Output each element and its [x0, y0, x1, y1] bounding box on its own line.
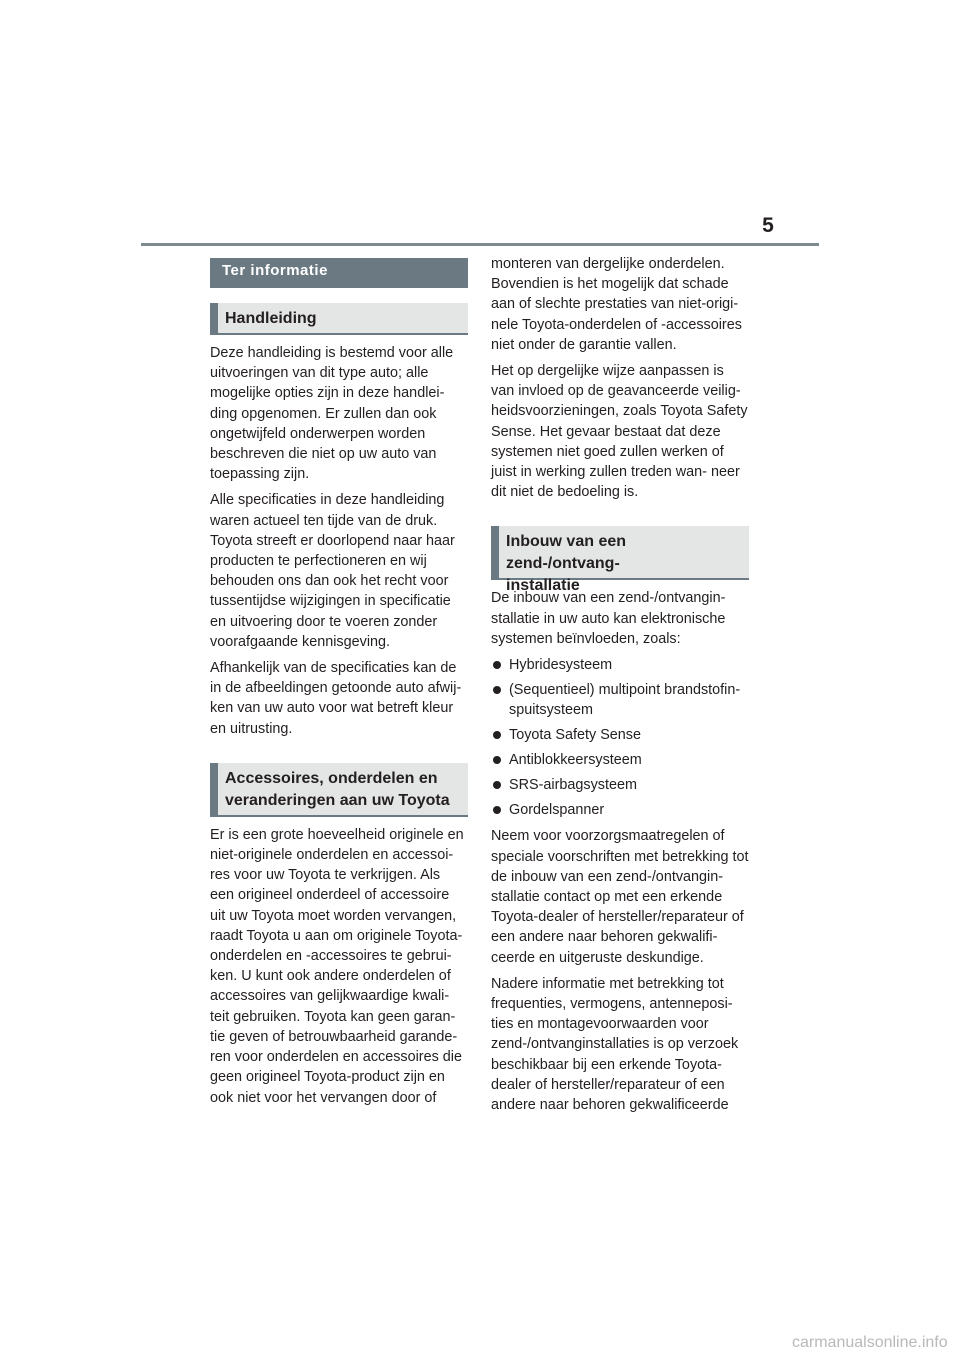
inbouw-heading-line-1: Inbouw van een zend-/ontvang- [506, 533, 627, 573]
bullet-icon [493, 661, 501, 669]
accessoires-heading [210, 763, 468, 817]
bullet-icon [493, 756, 501, 764]
accessoires-heading-line-2: veranderingen aan uw Toyota [225, 791, 450, 809]
inbouw-paragraph-1: Neem voor voorzorgsmaatregelen of speciale voorschriften met betrekking tot de inbouw van een zend-/ontvangin- stallatie contact op met een erkende Toyota-dealer of hersteller/reparateur of een andere naar behoren gekwalifi- ceerde en uitgeruste deskundige. [491, 828, 749, 966]
inbouw-intro: De inbouw van een zend-/ontvangin- stallatie in uw auto kan elektronische systemen beïnvloeden, zoals: [491, 590, 726, 647]
list-item: Toyota Safety Sense [491, 725, 749, 745]
page-number: 5 [762, 214, 774, 237]
inbouw-paragraph-2: Nadere informatie met betrekking tot frequenties, vermogens, antenneposi- ties en montagevoorwaarden voor zend-/ontvanginstallaties is op verzoek beschikbaar bij een erkende Toyota- dealer of hersteller/reparateur of een andere naar behoren gekwalificeerde [491, 975, 739, 1114]
watermark: carmanualsonline.info [792, 1334, 948, 1351]
accessoires-heading-line-1: Accessoires, onderdelen en [225, 769, 438, 787]
handleiding-paragraph-1: Deze handleiding is bestemd voor alle uitvoeringen van dit type auto; alle mogelijke opties zijn in deze handlei- ding opgenomen. Er zullen dan ook ongetwijfeld onderwerpen worden beschreven die niet op uw auto van toepassing zijn. [210, 345, 454, 483]
list-item: Hybridesysteem [491, 655, 749, 675]
accessoires-paragraph: Er is een grote hoeveelheid originele en niet-originele onderdelen en accessoi- res voor uw Toyota te verkrijgen. Als een origineel onderdeel of accessoire uit uw Toyota moet worden vervangen, raadt Toyota u aan om originele Toyota- onderdelen en -accessoires te gebrui- ken. U kunt ook andere onderdelen of accessoires van gelijkwaardige kwali- teit gebruiken. Toyota kan geen garan- tie geven of betrouwbaarheid garande- ren voor onderdelen en accessoires die geen origineel Toyota-product zijn en ook niet voor het vervangen door of [210, 826, 464, 1106]
inbouw-heading-line-2: installatie [506, 577, 580, 595]
section-title-bar: Ter informatie [210, 258, 468, 288]
handleiding-heading: Handleiding [210, 303, 468, 335]
bullet-icon [493, 806, 501, 814]
handleiding-paragraph-3: Afhankelijk van de specificaties kan de in de afbeeldingen getoonde auto afwij- ken van uw auto voor wat betreft kleur en uitrusting. [210, 660, 462, 737]
header-rule [141, 243, 819, 246]
bullet-icon [493, 781, 501, 789]
continued-paragraph-2: Het op dergelijke wijze aanpassen is van invloed op de geavanceerde veilig- heidsvoorzieningen, zoals Toyota Safety Sense. Het gevaar bestaat dat deze systemen niet goed zullen werken of juist in werking zullen treden wan- neer dit niet de bedoeling is. [491, 363, 748, 501]
system-list [491, 655, 749, 820]
list-item: Antiblokkeersysteem [491, 750, 749, 770]
continued-paragraph-1: monteren van dergelijke onderdelen. Bovendien is het mogelijk dat schade aan of slechte prestaties van niet-origi- nele Toyota-onderdelen of -accessoires niet onder de garantie vallen. [491, 256, 742, 353]
list-item: SRS-airbagsysteem [491, 775, 749, 795]
inbouw-heading [491, 526, 749, 595]
right-column [491, 254, 749, 1121]
handleiding-paragraph-2: Alle specificaties in deze handleiding waren actueel ten tijde van de druk. Toyota streeft er doorlopend naar haar producten te perfectioneren en wij behouden ons dan ook het recht voor tussentijdse wijzigingen in specificatie en uitvoering door te voeren zonder voorafgaande kennisgeving. [210, 492, 455, 650]
bullet-icon [493, 686, 501, 694]
bullet-icon [493, 731, 501, 739]
list-item: (Sequentieel) multipoint brandstofin- spuitsysteem [491, 680, 749, 720]
left-column [210, 258, 468, 1114]
list-item: Gordelspanner [491, 800, 749, 820]
